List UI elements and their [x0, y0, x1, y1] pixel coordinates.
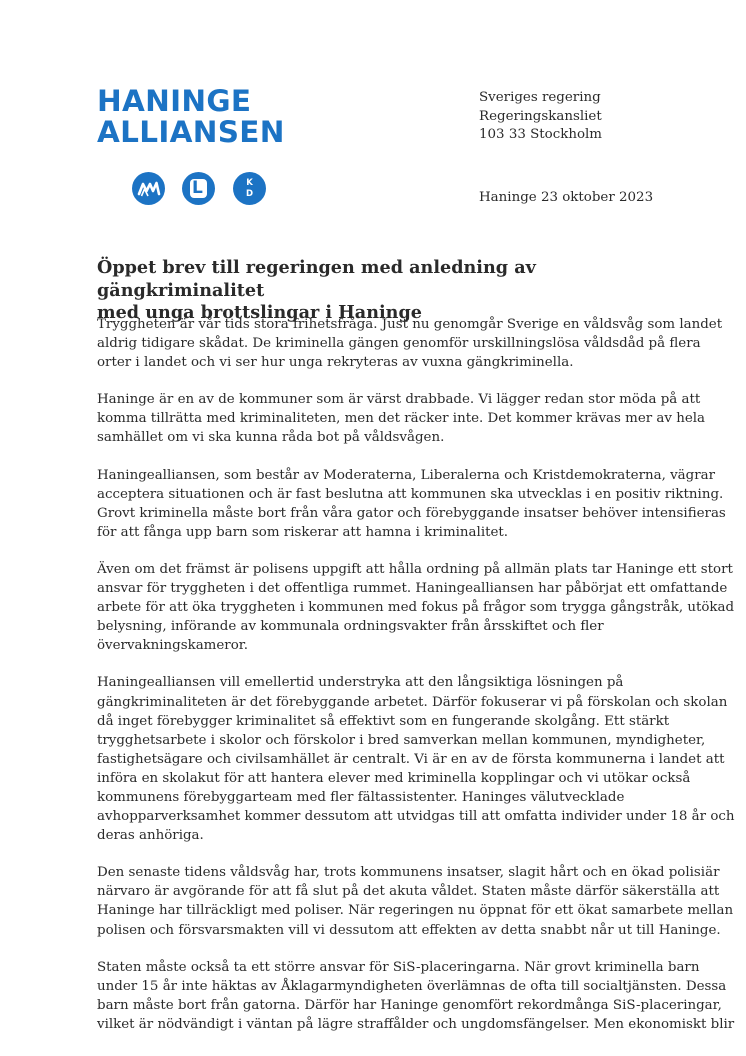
paragraph-line: deras anhöriga. — [97, 828, 204, 844]
title-line-1: Öppet brev till regeringen med anledning av gängkriminalitet — [97, 257, 536, 301]
paragraph-line: belysning, införande av kommunala ordningsvakter från årsskiftet och fler — [97, 619, 604, 635]
recipient-line-2: Regeringskansliet — [479, 108, 602, 124]
recipient-line-3: 103 33 Stockholm — [479, 127, 603, 142]
paragraph-3 — [97, 466, 726, 542]
logo-line-1: HANINGE — [97, 84, 252, 118]
paragraph-line: för att fånga upp barn som riskerar att hamna i kriminalitet. — [97, 524, 509, 540]
paragraph-line: gängkriminaliteten är det förebyggande arbetet. Därför fokuserar vi på förskolan och skolan — [97, 694, 728, 710]
paragraph-line: Haninge är en av de kommuner som är värst drabbade. Vi lägger redan stor möda på att — [97, 392, 701, 408]
l-party-letter: L — [192, 178, 203, 198]
paragraph-line: fastighetsägare och civilsamhället är centralt. Vi är en av de första kommunerna i landet att — [97, 751, 725, 767]
paragraph-line: Grovt kriminella måste bort från våra gator och förebyggande insatser behöver intensifieras — [97, 505, 726, 521]
paragraph-line: komma tillrätta med kriminaliteten, men det räcker inte. Det kommer krävas mer av hela — [97, 411, 706, 427]
paragraph-line: Haninge har tillräckligt med poliser. När regeringen nu öppnat för ett ökat samarbete mellan — [97, 903, 734, 919]
letter-body — [97, 315, 735, 1052]
kd-party-letter-k: K — [246, 178, 253, 188]
paragraph-line: Haningealliansen vill emellertid understryka att den långsiktiga lösningen på — [97, 675, 624, 691]
logo-line-2: ALLIANSEN — [97, 115, 285, 149]
paragraph-line: Haningealliansen, som består av Moderaterna, Liberalerna och Kristdemokraterna, vägrar — [97, 467, 716, 483]
m-party-glyph — [132, 172, 165, 205]
paragraph-line: ansvar för tryggheten i det offentliga rummet. Haningealliansen har påbörjat ett omfattande — [97, 581, 728, 597]
paragraph-line: polisen och försvarsmakten vill vi dessutom att effekten av detta snabbt når ut till Haninge. — [97, 922, 721, 938]
m-party-icon — [132, 172, 165, 205]
paragraph-line: orter i landet och vi ser hur unga rekryteras av vuxna gängkriminella. — [97, 355, 574, 371]
paragraph-line: övervakningskameror. — [97, 638, 248, 654]
paragraph-line: vilket är nödvändigt i väntan på lägre straffålder och ungdomsfängelser. Men ekonomiskt blir — [97, 1016, 735, 1032]
title-line-2: med unga brottslingar i Haninge — [97, 302, 422, 323]
paragraph-line: samhället om vi ska kunna råda bot på våldsvågen. — [97, 430, 445, 446]
paragraph-line: kommunens förebyggarteam med fler fältassistenter. Haninges välutvecklade — [97, 789, 625, 805]
paragraph-line: då inget förebygger kriminalitet så effektivt som en fungerande skolgång. Ett stärkt — [97, 713, 670, 729]
paragraph-line: barn måste bort från gatorna. Därför har Haninge genomfört rekordmånga SiS-placeringar, — [97, 997, 722, 1013]
paragraph-2 — [97, 390, 706, 447]
paragraph-line: Staten måste också ta ett större ansvar för SiS-placeringarna. När grovt kriminella barn — [97, 959, 700, 975]
letter-date: Haninge 23 oktober 2023 — [479, 190, 654, 205]
paragraph-5 — [97, 673, 735, 845]
paragraph-4 — [97, 560, 735, 655]
paragraph-1 — [97, 315, 723, 372]
paragraph-line: Den senaste tidens våldsvåg har, trots kommunens insatser, slagit hårt och en ökad polisiär — [97, 865, 720, 881]
paragraph-line: under 15 år inte häktas av Åklagarmyndigheten överlämnas de ofta till socialtjänsten. Dessa — [97, 978, 727, 994]
paragraph-line: trygghetsarbete i skolor och förskolor i bred samverkan mellan kommunen, myndigheter, — [97, 732, 706, 748]
paragraph-line: införa en skolakut för att hantera elever med kriminella kopplingar och vi utökar också — [97, 770, 691, 786]
kd-party-icon — [233, 172, 266, 205]
recipient-line-1: Sveriges regering — [479, 90, 601, 105]
recipient-address — [479, 89, 602, 145]
paragraph-line: Även om det främst är polisens uppgift att hålla ordning på allmän plats tar Haninge ett stort — [97, 561, 733, 577]
paragraph-line: arbete för att öka tryggheten i kommunen med fokus på frågor som trygga gångstråk, utökad — [97, 600, 735, 616]
paragraph-7 — [97, 958, 735, 1034]
paragraph-line: acceptera situationen och är fast beslutna att kommunen ska utvecklas i en positiv riktning. — [97, 486, 724, 502]
paragraph-line: närvaro är avgörande för att få slut på det akuta våldet. Staten måste därför säkerställa att — [97, 884, 720, 900]
l-party-icon — [182, 172, 215, 205]
paragraph-line: aldrig tidigare skådat. De kriminella gängen genomför urskillningslösa våldsdåd på flera — [97, 336, 701, 352]
paragraph-line: Tryggheten är vår tids stora frihetsfråga. Just nu genomgår Sverige en våldsvåg som landet — [97, 317, 723, 332]
haninge-alliansen-logo — [97, 86, 285, 148]
paragraph-line: avhopparverksamhet kommer dessutom att utvidgas till att omfatta individer under 18 år och — [97, 809, 735, 825]
kd-party-letter-d: D — [245, 189, 254, 199]
paragraph-6 — [97, 863, 734, 939]
